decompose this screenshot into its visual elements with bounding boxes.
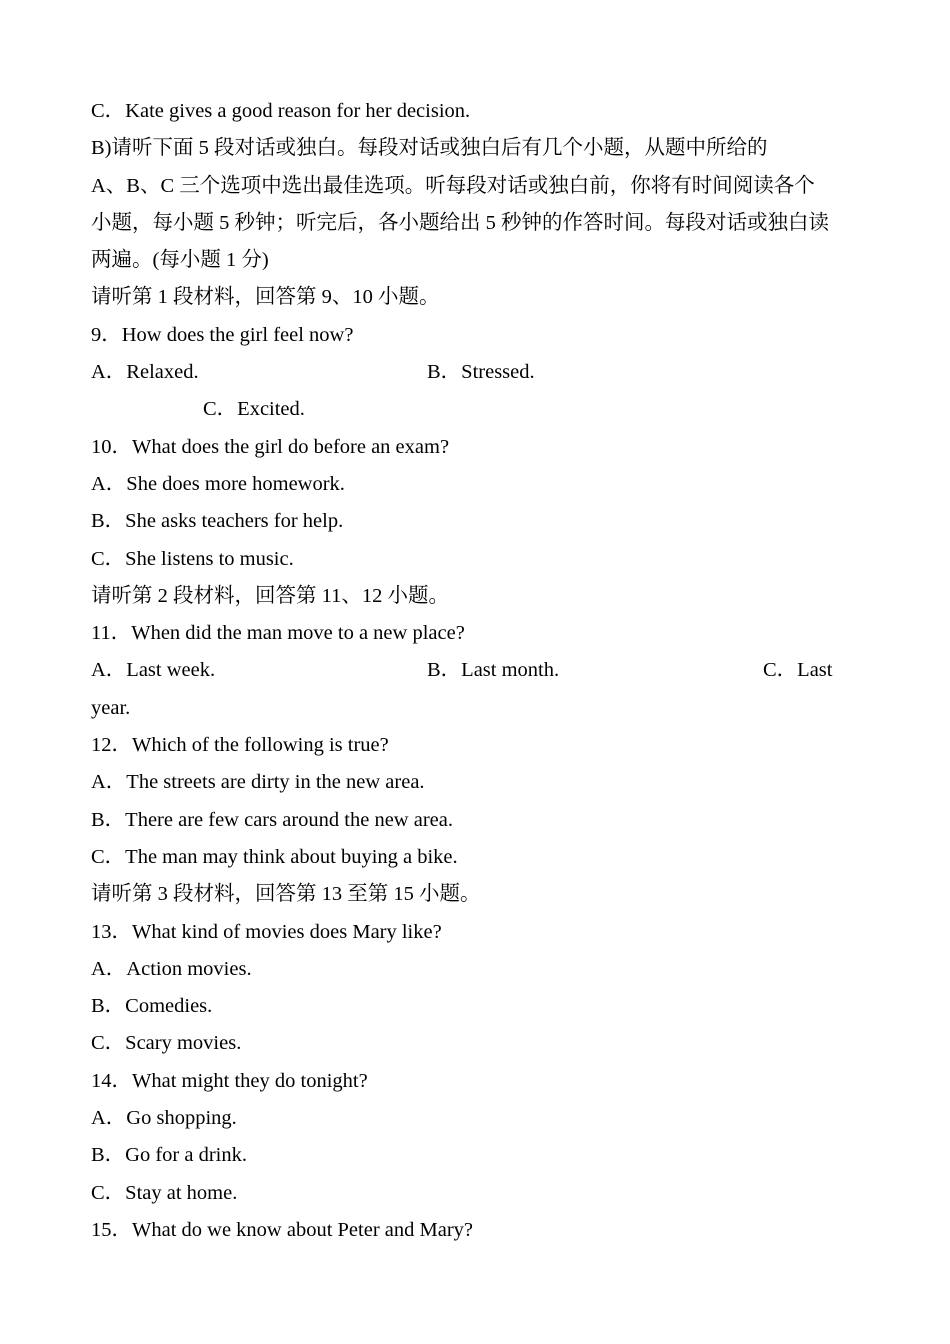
- question-13: 13．What kind of movies does Mary like?: [91, 920, 442, 943]
- section-heading: 请听第 2 段材料，回答第 11、12 小题。: [91, 584, 449, 607]
- question-14: 14．What might they do tonight?: [91, 1069, 368, 1092]
- options-row: [91, 354, 863, 391]
- option-a: A．Last week.: [91, 659, 216, 682]
- instruction-line: 小题，每小题 5 秒钟；听完后，各小题给出 5 秒钟的作答时间。每段对话或独白读: [91, 211, 829, 234]
- option-a: A．She does more homework.: [91, 472, 345, 495]
- option-b: B．Comedies.: [91, 995, 213, 1018]
- option-c: C．Scary movies.: [91, 1032, 242, 1055]
- instruction-line: A、B、C 三个选项中选出最佳选项。听每段对话或独白前，你将有时间阅读各个: [91, 174, 815, 197]
- option-c: C．Stay at home.: [91, 1181, 238, 1204]
- option-b: B．She asks teachers for help.: [91, 510, 344, 533]
- question-11: 11．When did the man move to a new place?: [91, 622, 465, 645]
- section-heading: 请听第 1 段材料，回答第 9、10 小题。: [91, 286, 440, 309]
- option-b: B．There are few cars around the new area.: [91, 808, 453, 831]
- option-b: B．Stressed.: [427, 361, 535, 384]
- option-b: B．Go for a drink.: [91, 1144, 248, 1167]
- option-c-continuation: year.: [91, 696, 131, 719]
- options-row: [91, 652, 863, 689]
- option-a: A．Relaxed.: [91, 361, 199, 384]
- option-a: A．Action movies.: [91, 957, 252, 980]
- question-12: 12．Which of the following is true?: [91, 734, 389, 757]
- option-a: A．The streets are dirty in the new area.: [91, 771, 425, 794]
- option-line: C．Kate gives a good reason for her decision.: [91, 100, 471, 122]
- section-heading: 请听第 3 段材料，回答第 13 至第 15 小题。: [91, 883, 481, 906]
- option-c: C．She listens to music.: [91, 547, 294, 570]
- option-c: C．Excited.: [203, 398, 305, 421]
- option-c: C．The man may think about buying a bike.: [91, 845, 458, 868]
- option-b: B．Last month.: [427, 659, 560, 682]
- question-10: 10．What does the girl do before an exam?: [91, 435, 450, 458]
- question-9: 9．How does the girl feel now?: [91, 323, 354, 346]
- instruction-line: 两遍。(每小题 1 分): [91, 249, 269, 272]
- question-15: 15．What do we know about Peter and Mary?: [91, 1218, 473, 1241]
- option-c: C．Last: [763, 659, 833, 682]
- option-a: A．Go shopping.: [91, 1107, 237, 1130]
- document-body: [91, 93, 863, 1249]
- instruction-line: B)请听下面 5 段对话或独白。每段对话或独白后有几个小题，从题中所给的: [91, 137, 768, 160]
